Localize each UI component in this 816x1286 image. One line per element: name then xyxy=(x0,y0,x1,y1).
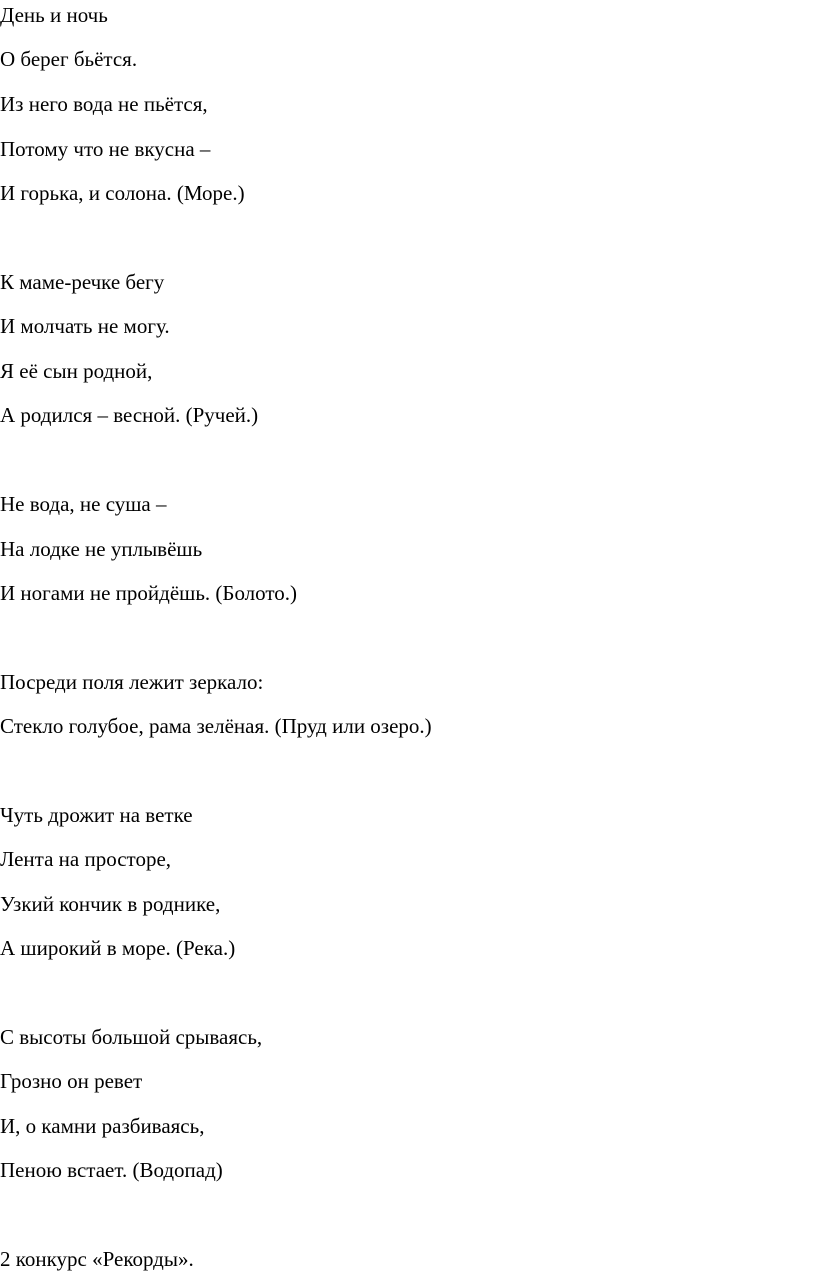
riddle-stream-line-2: И молчать не могу. xyxy=(0,314,170,338)
riddle-sea-line-2: О берег бьётся. xyxy=(0,47,138,71)
riddle-swamp-line-2: На лодке не уплывёшь xyxy=(0,537,203,561)
riddle-stream-line-1: К маме-речке бегу xyxy=(0,270,165,294)
riddle-waterfall-line-2: Грозно он ревет xyxy=(0,1069,143,1093)
riddle-stream-line-3: Я её сын родной, xyxy=(0,359,153,383)
riddle-sea-line-3: Из него вода не пьётся, xyxy=(0,92,208,116)
riddle-sea-line-5: И горька, и солона. (Море.) xyxy=(0,181,245,205)
riddle-river-line-4: А широкий в море. (Река.) xyxy=(0,936,236,960)
riddle-swamp-line-1: Не вода, не суша – xyxy=(0,492,167,516)
riddle-river-line-1: Чуть дрожит на ветке xyxy=(0,803,193,827)
riddle-sea-line-1: День и ночь xyxy=(0,3,108,27)
riddle-swamp-line-3: И ногами не пройдёшь. (Болото.) xyxy=(0,581,298,605)
riddle-waterfall-line-1: С высоты большой срываясь, xyxy=(0,1025,263,1049)
riddle-river-line-2: Лента на просторе, xyxy=(0,847,172,871)
riddle-waterfall-line-3: И, о камни разбиваясь, xyxy=(0,1114,205,1138)
contest-heading: 2 конкурс «Рекорды». xyxy=(0,1247,194,1271)
riddle-sea-line-4: Потому что не вкусна – xyxy=(0,137,211,161)
riddle-pond-line-1: Посреди поля лежит зеркало: xyxy=(0,670,264,694)
riddle-stream-line-4: А родился – весной. (Ручей.) xyxy=(0,403,259,427)
riddle-pond-line-2: Стекло голубое, рама зелёная. (Пруд или озеро.) xyxy=(0,714,432,738)
riddle-river-line-3: Узкий кончик в роднике, xyxy=(0,892,221,916)
riddle-waterfall-line-4: Пеною встает. (Водопад) xyxy=(0,1158,223,1182)
